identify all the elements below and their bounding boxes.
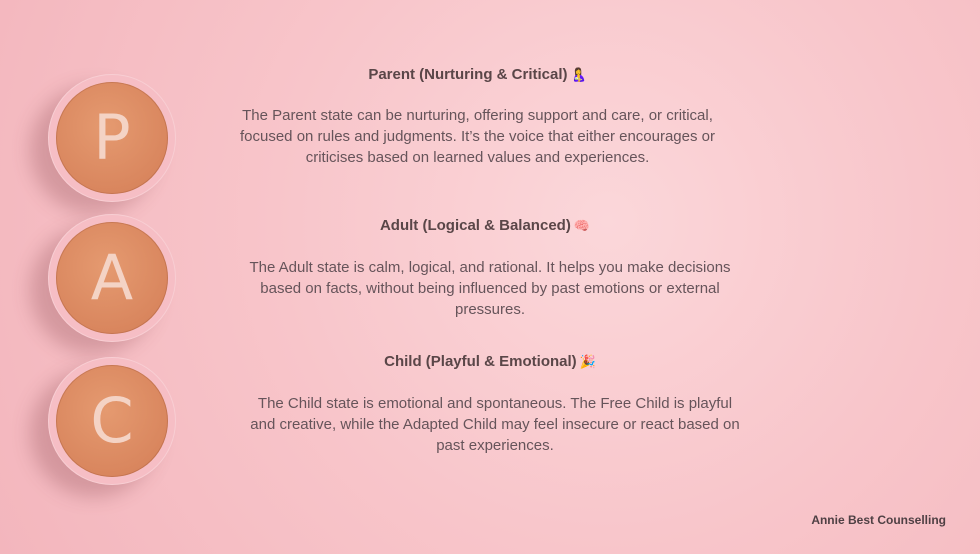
adult-line-3: pressures.: [454, 301, 526, 318]
adult-line-1: The Adult state is calm, logical, and rational. It helps you make decisions: [249, 259, 731, 276]
adult-description: [215, 257, 765, 320]
parent-heading: [205, 66, 750, 83]
circle-a-inner: [56, 222, 168, 334]
parent-line-1: The Parent state can be nurturing, offering support and care, or critical,: [242, 107, 713, 124]
child-line-1: The Child state is emotional and spontaneous. The Free Child is playful: [257, 395, 733, 412]
circle-letter-a: A: [90, 241, 134, 314]
circle-p: [48, 74, 176, 202]
circle-c: [48, 357, 176, 485]
child-description: [215, 393, 775, 456]
baby-bottle-icon: 🤱: [570, 67, 587, 82]
circle-c-inner: [56, 365, 168, 477]
adult-heading: [205, 217, 765, 234]
child-heading: [205, 353, 775, 370]
child-line-2: and creative, while the Adapted Child may feel insecure or react based on: [250, 416, 740, 433]
parent-description: [205, 105, 750, 168]
adult-line-2: based on facts, without being influenced by past emotions or external: [260, 280, 720, 297]
circle-a: [48, 214, 176, 342]
party-popper-icon: 🎉: [579, 354, 596, 369]
child-line-3: past experiences.: [436, 437, 554, 454]
circle-letter-p: P: [93, 101, 131, 174]
parent-line-2: focused on rules and judgments. It’s the voice that either encourages or: [239, 128, 715, 145]
circle-letter-c: C: [90, 384, 134, 457]
brand-name: Annie Best Counselling: [811, 513, 946, 527]
child-heading-text: Child (Playful & Emotional): [384, 353, 577, 370]
parent-heading-text: Parent (Nurturing & Critical): [368, 66, 568, 83]
adult-heading-text: Adult (Logical & Balanced): [379, 217, 571, 234]
brain-icon: 🧠: [573, 218, 591, 233]
parent-line-3: criticises based on learned values and experiences.: [305, 149, 650, 166]
circle-p-inner: [56, 82, 168, 194]
